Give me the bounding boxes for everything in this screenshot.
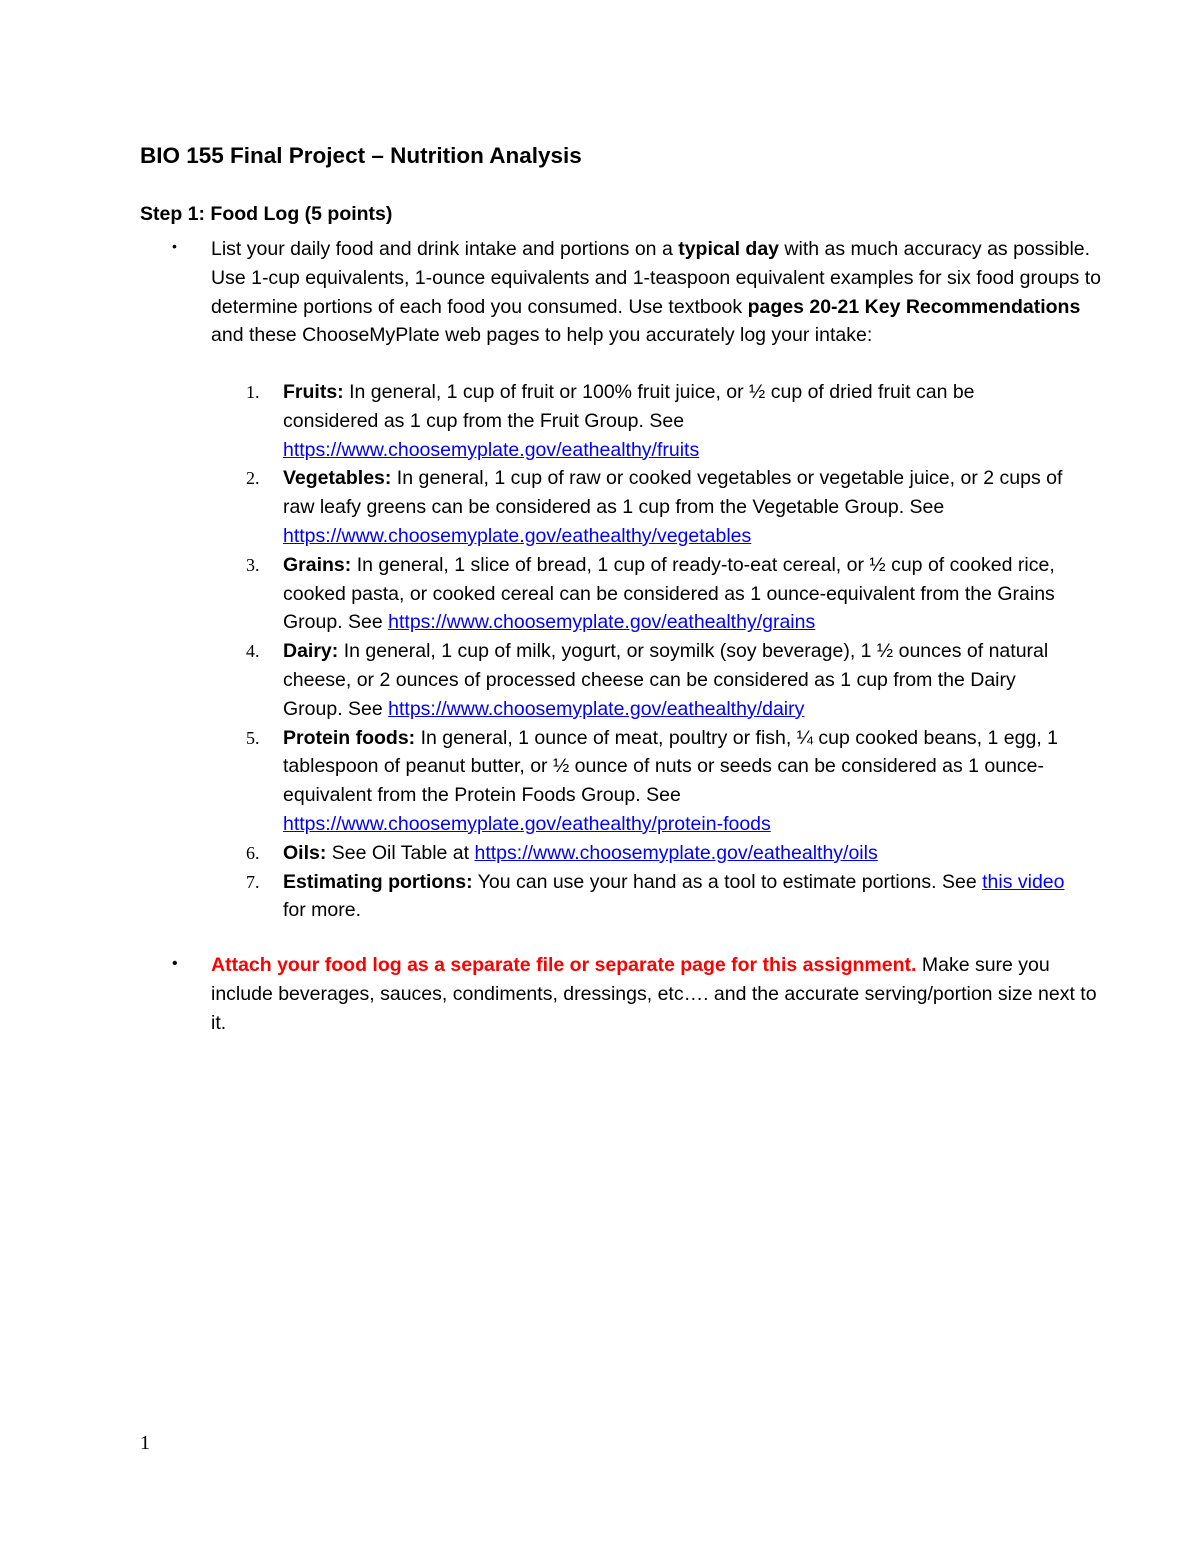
oils-link[interactable]: https://www.choosemyplate.gov/eathealthy/oils [474,841,878,864]
food-group-text: See Oil Table at [326,841,475,864]
instruction-text: List your daily food and drink intake and portions on a [211,238,679,260]
list-item [240,637,1070,723]
attach-food-log-instructions [211,951,1116,1037]
food-group-label: Fruits: [283,381,344,403]
instruction-text: with as much accuracy as possible. Use 1-cup equivalents, 1-ounce equivalents and 1-teaspoon equivalent examples for six food groups to determine portions of each food you consumed. Use textbook [211,238,1101,318]
list-number: 3. [246,554,260,575]
bullet-icon: • [172,955,178,972]
step-1-heading: Step 1: Food Log (5 points) [140,203,393,225]
list-item [240,724,1070,839]
page-title: BIO 155 Final Project – Nutrition Analysis [140,143,582,168]
instruction-text: and these ChooseMyPlate web pages to help you accurately log your intake: [211,324,873,347]
list-item [240,551,1070,637]
list-number: 5. [246,727,260,748]
food-log-instructions [211,235,1116,350]
list-number: 1. [246,382,260,402]
food-group-text: In general, 1 cup of raw or cooked vegetables or vegetable juice, or 2 cups of raw leafy greens can be considered as 1 cup from the Vegetable Group. See [283,467,1063,519]
attach-warning: Attach your food log as a separate file or separate page for this assignment. [211,954,917,976]
food-group-label: Protein foods: [283,726,416,749]
food-group-text: In general, 1 ounce of meat, poultry or fish, ¼ cup cooked beans, 1 egg, 1 tablespoon of peanut butter, or ½ ounce of nuts or seeds can be considered as 1 ounce-equivalent from the Protein Foods Group. See [283,726,1058,807]
list-number: 6. [246,842,260,863]
list-number: 2. [246,468,260,489]
vegetables-link[interactable]: https://www.choosemyplate.gov/eathealthy/vegetables [283,524,752,547]
list-number: 4. [246,641,260,662]
list-item [240,839,1070,868]
list-item [240,464,1070,550]
list-number: 7. [246,871,260,892]
attach-details: Make sure you include beverages, sauces, condiments, dressings, etc…. and the accurate serving/portion size next to it. [211,954,1097,1034]
food-group-text: You can use your hand as a tool to estimate portions. See [472,870,983,893]
video-link[interactable]: this video [982,870,1065,893]
page-number: 1 [140,1432,150,1454]
textbook-pages-emphasis: pages 20-21 Key Recommendations [747,295,1081,318]
food-group-label: Grains: [283,553,352,576]
grains-link[interactable]: https://www.choosemyplate.gov/eathealthy/grains [388,611,816,634]
trailing-text: for more. [283,899,362,922]
list-item [240,378,1070,464]
food-group-text: In general, 1 cup of milk, yogurt, or soymilk (soy beverage), 1 ½ ounces of natural cheese, or 2 ounces of processed cheese can be considered as 1 cup from the Dairy Group. See [283,640,1049,720]
bullet-icon: • [172,238,177,254]
typical-day-emphasis: typical day [678,238,780,260]
food-group-text: In general, 1 cup of fruit or 100% fruit juice, or ½ cup of dried fruit can be considered as 1 cup from the Fruit Group. See [283,381,975,432]
food-group-text: In general, 1 slice of bread, 1 cup of ready-to-eat cereal, or ½ cup of cooked rice, cooked pasta, or cooked cereal can be considered as 1 ounce-equivalent from the Grains Group. See [283,553,1055,634]
food-group-label: Vegetables: [283,467,392,490]
food-group-label: Estimating portions: [283,870,473,893]
food-group-label: Oils: [283,841,327,864]
protein-foods-link[interactable]: https://www.choosemyplate.gov/eathealthy/protein-foods [283,812,771,835]
food-groups-list [240,378,1070,925]
list-item [240,868,1070,926]
food-group-label: Dairy: [283,640,339,663]
dairy-link[interactable]: https://www.choosemyplate.gov/eathealthy/dairy [388,697,805,720]
fruits-link[interactable]: https://www.choosemyplate.gov/eathealthy/fruits [283,438,700,461]
